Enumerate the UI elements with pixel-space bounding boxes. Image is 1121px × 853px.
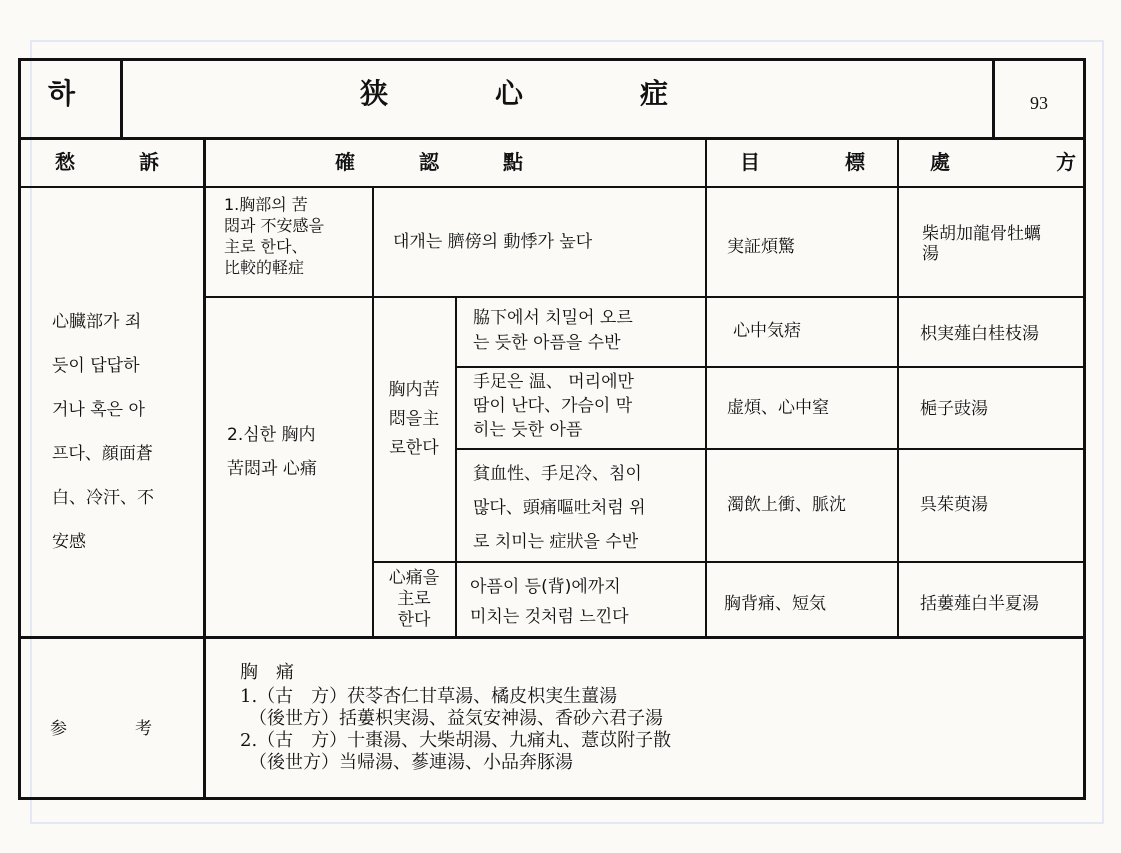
row2-item3-goal: 濁飲上衝、脈沈 — [727, 495, 846, 515]
row1-condition: 1.胸部의 苦 悶과 不安感을 主로 한다、 比較的軽症 — [224, 195, 324, 277]
row1-goal: 実証煩驚 — [727, 237, 795, 257]
row1-detail: 대개는 臍傍의 動悸가 높다 — [393, 232, 593, 252]
reference-line: （後世方）括蔞枳実湯、益気安神湯、香砂六君子湯 — [240, 708, 663, 729]
row2-item1-goal: 心中気痞 — [733, 321, 801, 341]
row2-item3-prescription: 呉茱萸湯 — [920, 495, 988, 515]
divider — [372, 561, 1086, 563]
row2-item3-detail: 貧血性、手足冷、침이 많다、頭痛嘔吐처럼 위 로 치미는 症狀을 수반 — [473, 464, 646, 552]
column-header-prescription: 處 方 — [930, 150, 1077, 174]
divider — [18, 636, 1086, 639]
reference-line: （後世方）当帰湯、蔘連湯、小品奔豚湯 — [240, 752, 573, 773]
divider — [372, 186, 374, 637]
reference-line: 1.（古 方）茯苓杏仁甘草湯、橘皮枳実生薑湯 — [240, 686, 618, 707]
chapter-label: 하 — [48, 77, 76, 110]
divider — [18, 186, 1086, 188]
reference-label: 参 考 — [50, 719, 152, 739]
divider — [455, 366, 1086, 368]
row2-condition: 2.심한 胸内 苦悶과 心痛 — [227, 425, 317, 479]
row2-item2-prescription: 梔子豉湯 — [920, 399, 988, 419]
divider — [455, 448, 1086, 450]
row2-item4-prescription: 括蔞薤白半夏湯 — [920, 594, 1039, 614]
complaint-text: 心臓部가 죄 듯이 답답하 거나 혹은 아 프다、顔面蒼 白、冷汗、不 安感 — [52, 312, 154, 552]
row2-item1-prescription: 枳実薤白桂枝湯 — [920, 324, 1039, 344]
divider — [203, 296, 1086, 298]
column-header-complaint: 愁 訴 — [55, 150, 160, 174]
divider — [18, 137, 1086, 140]
row2-item4-detail: 아픔이 등(背)에까지 미치는 것처럼 느낀다 — [470, 577, 629, 627]
row2-sub-b: 心痛을 主로 한다 — [388, 568, 440, 630]
title-char-2: 心 — [495, 77, 524, 110]
divider — [455, 296, 457, 637]
row2-item1-detail: 脇下에서 치밀어 오르 는 듯한 아픔을 수반 — [473, 308, 633, 353]
title-char-3: 症 — [640, 77, 669, 110]
reference-heading: 胸 痛 — [240, 662, 294, 683]
row2-item2-goal: 虚煩、心中窒 — [727, 398, 829, 418]
row1-prescription: 柴胡加龍骨牡蠣 湯 — [922, 224, 1041, 264]
row2-item4-goal: 胸背痛、短気 — [724, 594, 826, 614]
reference-line: 2.（古 方）十棗湯、大柴胡湯、九痛丸、薏苡附子散 — [240, 730, 672, 751]
column-header-confirm: 確 認 點 — [335, 150, 524, 174]
column-header-goal: 目 標 — [740, 150, 866, 174]
row2-sub-a: 胸内苦 悶을主 로한다 — [388, 380, 440, 458]
title-char-1: 狭 — [360, 77, 389, 110]
divider — [203, 137, 206, 800]
page-number: 93 — [1030, 93, 1048, 113]
divider — [120, 60, 123, 138]
divider — [992, 60, 995, 138]
row2-item2-detail: 手足은 温、 머리에만 땀이 난다、가슴이 막 히는 듯한 아픔 — [473, 372, 634, 440]
